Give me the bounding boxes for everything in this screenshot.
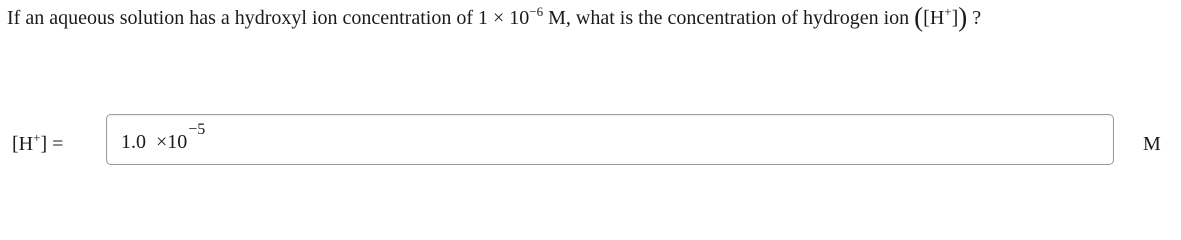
question-text bbox=[7, 4, 981, 32]
answer-unit: M bbox=[1143, 133, 1161, 155]
question-ion-open: [H bbox=[923, 7, 945, 29]
question-ion-charge: + bbox=[944, 4, 952, 19]
answer-times-base: ×10 bbox=[156, 131, 188, 153]
question-suffix: ? bbox=[967, 7, 982, 29]
answer-mantissa: 1.0 bbox=[121, 131, 146, 153]
question-middle: M, what is the concentration of hydrogen ion bbox=[543, 7, 915, 29]
answer-input-field[interactable] bbox=[106, 114, 1114, 165]
question-prefix: If an aqueous solution has a hydroxyl ion concentration of 1 × 10 bbox=[7, 7, 530, 29]
answer-label bbox=[12, 130, 63, 158]
answer-exponent: −5 bbox=[188, 121, 206, 138]
answer-value bbox=[121, 121, 206, 155]
answer-label-open: [H bbox=[12, 133, 34, 155]
question-exponent: −6 bbox=[529, 4, 544, 19]
question-open-paren: ( bbox=[914, 2, 924, 32]
answer-label-charge: + bbox=[33, 130, 41, 145]
question-close-paren: ) bbox=[958, 2, 968, 32]
question-ion-close: ] bbox=[951, 7, 959, 29]
answer-label-close: ] = bbox=[40, 133, 64, 155]
